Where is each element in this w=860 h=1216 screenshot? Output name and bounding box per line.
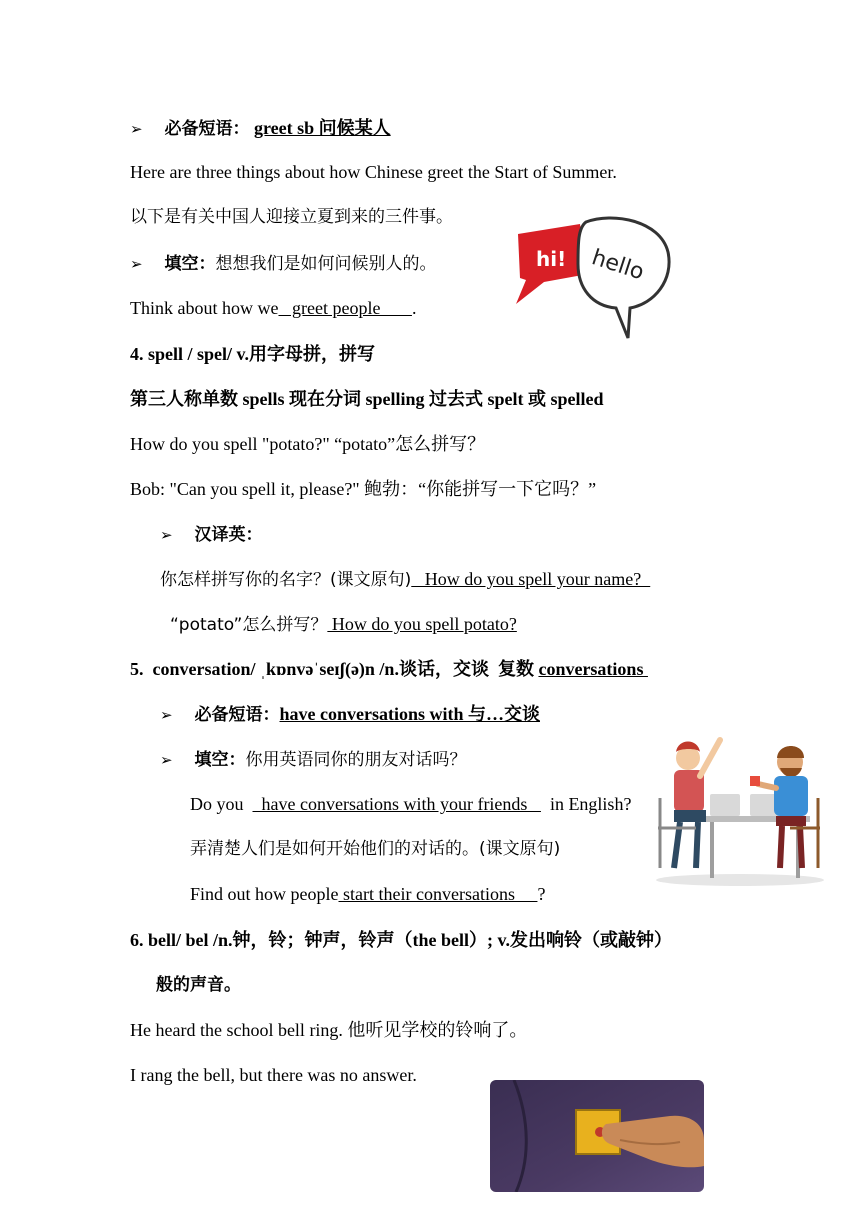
fill1-answer: have conversations with your friends: [252, 794, 541, 814]
hello-text: hello: [588, 245, 647, 286]
hi-hello-bubbles-image: [508, 214, 674, 342]
fill2-end: ?: [537, 884, 546, 904]
fill-label: 填空：: [194, 750, 246, 770]
q1-answer: How do you spell your name?: [411, 569, 651, 589]
greet-example-en: Here are three things about how Chinese greet the Start of Summer.: [130, 162, 617, 182]
fill2-start: Find out how people: [190, 884, 339, 904]
conversation-phrase: have conversations with 与…交谈: [279, 704, 540, 724]
hi-text: hi!: [536, 247, 567, 271]
fill-prompt: 你用英语同你的朋友对话吗？: [245, 750, 467, 770]
conversation-heading-text: 5. conversation/ ˌkɒnvəˈseɪʃ(ə)n /n.谈话，交谈 复数: [130, 659, 539, 679]
translate-label: 汉译英：: [194, 525, 263, 545]
conversation-fill-2-cn: 弄清楚人们是如何开始他们的对话的。(课文原句): [190, 839, 561, 859]
people-conversation-image: [650, 728, 830, 888]
arrow-bullet-icon: ➢: [130, 255, 143, 273]
fill1-start: Do you: [190, 794, 253, 814]
arrow-bullet-icon: ➢: [130, 120, 143, 138]
bell-heading-2: 般的声音。: [156, 975, 241, 995]
spell-example-1: How do you spell "potato?" “potato”怎么拼写？: [130, 434, 486, 454]
arrow-bullet-icon: ➢: [160, 751, 173, 769]
fill-greet-prompt: [130, 251, 437, 276]
spell-example-2: Bob: "Can you spell it, please?" 鲍勃：“你能拼写一下它吗？”: [130, 479, 597, 499]
conversation-phrase-line: [160, 702, 540, 727]
translate-label-line: [160, 522, 263, 547]
q2-answer: How do you spell potato?: [327, 614, 517, 634]
doorbell-press-image: [490, 1080, 704, 1192]
sentence-start: Think about how we: [130, 298, 279, 318]
greet-example-cn: 以下是有关中国人迎接立夏到来的三件事。: [130, 207, 453, 227]
conversation-fill-line: [160, 747, 467, 772]
spell-heading: 4. spell / spel/ v.用字母拼，拼写: [130, 344, 376, 364]
spell-forms: 第三人称单数 spells 现在分词 spelling 过去式 spelt 或 spelled: [130, 389, 604, 409]
bell-heading-1: 6. bell/ bel /n.钟，铃；钟声，铃声（the bell）; v.发出响铃（或敲钟）: [130, 930, 673, 950]
conversation-plural: conversations: [538, 659, 648, 679]
sentence-end: .: [411, 298, 417, 318]
fill-answer: greet people: [278, 298, 412, 318]
arrow-bullet-icon: ➢: [160, 706, 173, 724]
phrase-label: 必备短语：: [194, 705, 280, 725]
hello-bubble: [578, 218, 669, 338]
translate-q2: [170, 612, 517, 637]
q1-cn: 你怎样拼写你的名字？(课文原句): [160, 570, 412, 590]
phrase-greet-line: [130, 116, 391, 141]
conversation-fill-1: [190, 792, 631, 816]
translate-q1: [160, 567, 650, 592]
phrase-greet: greet sb 问候某人: [254, 118, 391, 138]
fill1-end: in English?: [540, 794, 632, 814]
bell-example-1: He heard the school bell ring. 他听见学校的铃响了。: [130, 1020, 528, 1040]
fill-greet-sentence: [130, 296, 416, 320]
conversation-fill-2: [190, 882, 545, 906]
conversation-heading: [130, 657, 648, 681]
phrase-label: 必备短语：: [164, 119, 250, 139]
arrow-bullet-icon: ➢: [160, 526, 173, 544]
bell-example-2: I rang the bell, but there was no answer.: [130, 1065, 417, 1085]
fill2-answer: start their conversations: [338, 884, 538, 904]
fill-prompt: 想想我们是如何问候别人的。: [215, 254, 437, 274]
fill-label: 填空：: [164, 254, 216, 274]
q2-cn: “potato”怎么拼写？: [170, 615, 328, 635]
